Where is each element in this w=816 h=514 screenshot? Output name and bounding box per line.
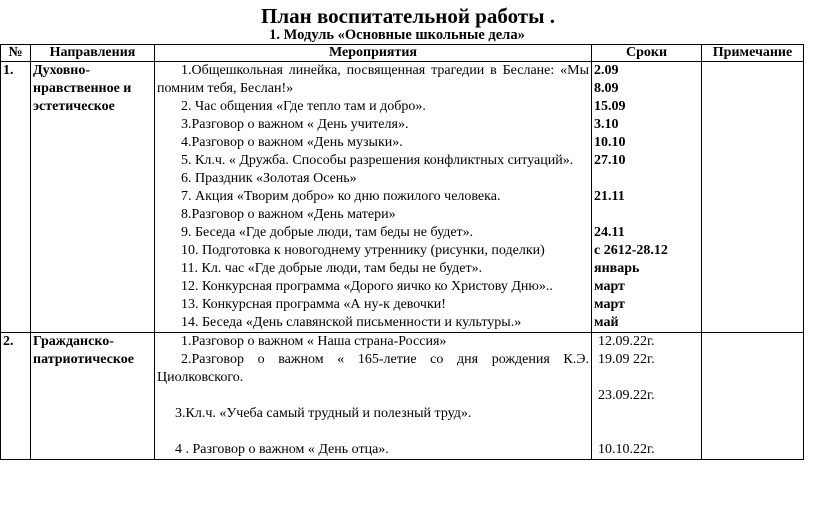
- event-item: 8.Разговор о важном «День матери»: [181, 207, 396, 222]
- event-item: 12. Конкурсная программа «Дорого яичко ко Христову Дню»..: [181, 279, 553, 294]
- date-item: 10.10: [594, 135, 626, 150]
- date-item: март: [594, 279, 625, 294]
- header-num: №: [1, 45, 31, 62]
- date-item: 21.11: [594, 189, 625, 204]
- date-item: 12.09.22г.: [598, 334, 655, 349]
- event-item: 7. Акция «Творим добро» ко дню пожилого человека.: [181, 189, 501, 204]
- event-item: 4.Разговор о важном «День музыки».: [181, 135, 403, 150]
- row-notes: [702, 333, 804, 460]
- table-row: [1, 62, 804, 333]
- date-item: с 2612-28.12: [594, 243, 668, 258]
- date-item: 24.11: [594, 225, 625, 240]
- event-item: 1.Общешкольная линейка, посвященная трагедии в Беслане: «Мы помним тебя, Беслан!»: [157, 63, 589, 96]
- header-dates: Сроки: [592, 45, 702, 62]
- row-notes: [702, 62, 804, 333]
- date-item: 10.10.22г.: [598, 442, 655, 457]
- event-item: 1.Разговор о важном « Наша страна-Россия»: [181, 334, 447, 349]
- date-item: [594, 206, 699, 224]
- header-events: Мероприятия: [155, 45, 592, 62]
- event-item: 14. Беседа «День славянской письменности и культуры.»: [181, 315, 522, 330]
- row-dates: [592, 333, 702, 460]
- event-item: 2.Разговор о важном « 165-летие со дня рождения К.Э. Циолковского.: [157, 352, 589, 385]
- document-title: План воспитательной работы .: [260, 4, 556, 28]
- date-item: 2.09: [594, 63, 619, 78]
- row-events: [155, 333, 592, 460]
- event-item: 6. Праздник «Золотая Осень»: [181, 171, 357, 186]
- event-item: 11. Кл. час «Где добрые люди, там беды не будет».: [181, 261, 483, 276]
- row-number: 2.: [1, 333, 31, 460]
- date-item: 23.09.22г.: [598, 388, 655, 403]
- row-direction: Духовно-нравственное и эстетическое: [31, 62, 155, 333]
- event-item: 4 . Разговор о важном « День отца».: [175, 442, 389, 457]
- date-item: 19.09 22г.: [598, 352, 655, 367]
- date-item: 27.10: [594, 153, 626, 168]
- event-item: 3.Разговор о важном « День учителя».: [181, 117, 409, 132]
- event-item: 5. Кл.ч. « Дружба. Способы разрешения конфликтных ситуаций».: [181, 153, 574, 168]
- row-dates: [592, 62, 702, 333]
- event-item: 3.Кл.ч. «Учеба самый трудный и полезный труд».: [175, 406, 472, 421]
- date-item: 15.09: [594, 99, 626, 114]
- date-item: [594, 405, 699, 423]
- date-item: [594, 170, 699, 188]
- event-item: 10. Подготовка к новогоднему утреннику (рисунки, поделки): [181, 243, 545, 258]
- header-row: [1, 45, 804, 62]
- date-item: 3.10: [594, 117, 619, 132]
- header-notes: Примечание: [702, 45, 804, 62]
- date-item: январь: [594, 261, 640, 276]
- row-direction: Гражданско-патриотическое: [31, 333, 155, 460]
- row-number: 1.: [1, 62, 31, 333]
- date-item: 8.09: [594, 81, 619, 96]
- event-item: 13. Конкурсная программа «А ну-к девочки!: [181, 297, 446, 312]
- row-events: [155, 62, 592, 333]
- event-item: 2. Час общения «Где тепло там и добро».: [181, 99, 426, 114]
- date-item: [594, 423, 699, 441]
- module-subtitle: 1. Модуль «Основные школьные дела»: [269, 27, 525, 43]
- header-direction: Направления: [31, 45, 155, 62]
- date-item: [594, 369, 699, 387]
- date-item: март: [594, 297, 625, 312]
- table-row: [1, 333, 804, 460]
- event-item: 9. Беседа «Где добрые люди, там беды не будет».: [181, 225, 474, 240]
- date-item: май: [594, 315, 619, 330]
- plan-table: [0, 44, 804, 460]
